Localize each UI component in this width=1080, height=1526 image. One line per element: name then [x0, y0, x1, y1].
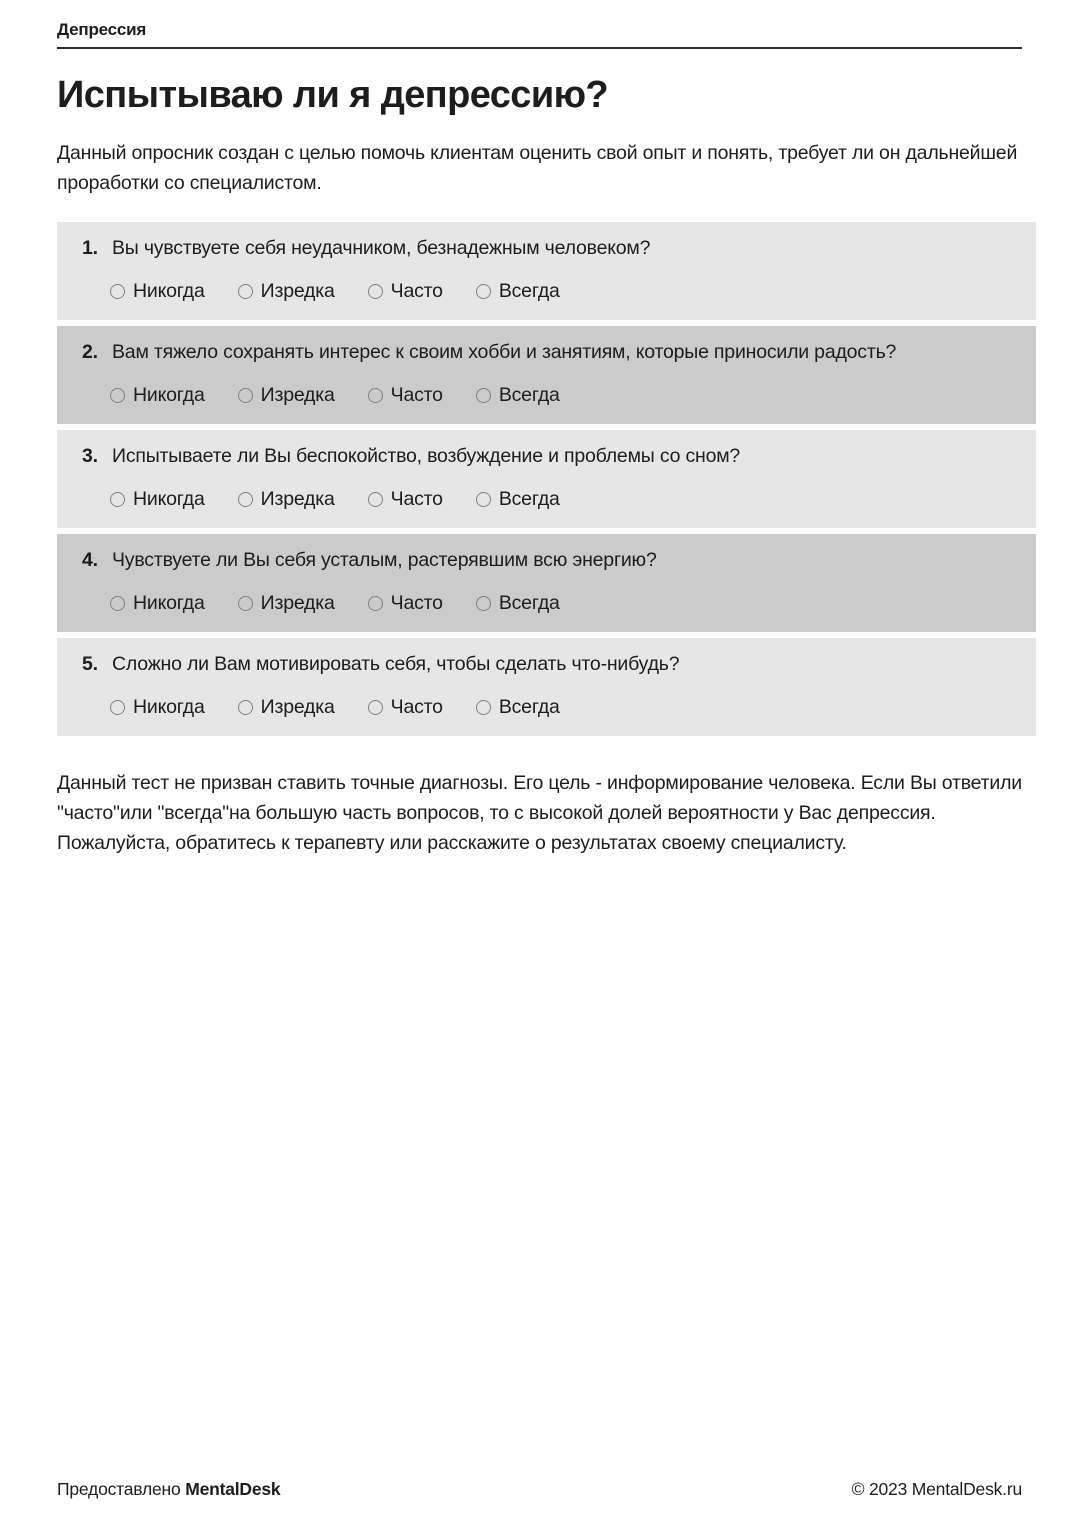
question-number: 1.	[82, 237, 98, 259]
footer-provided-by	[57, 1479, 280, 1500]
radio-icon[interactable]	[368, 284, 383, 299]
option-never[interactable]	[110, 592, 205, 615]
option-label: Изредка	[260, 592, 335, 614]
radio-icon[interactable]	[476, 596, 491, 611]
header-divider	[57, 47, 1022, 49]
radio-icon[interactable]	[238, 596, 253, 611]
questions-list	[57, 222, 1036, 736]
answer-options	[110, 384, 1016, 407]
radio-icon[interactable]	[368, 492, 383, 507]
option-often[interactable]	[368, 696, 443, 719]
answer-options	[110, 696, 1016, 719]
option-label: Никогда	[133, 488, 205, 510]
option-rarely[interactable]	[238, 488, 335, 511]
option-never[interactable]	[110, 488, 205, 511]
option-never[interactable]	[110, 280, 205, 303]
question-row	[57, 326, 1036, 424]
option-label: Изредка	[260, 488, 335, 510]
option-often[interactable]	[368, 488, 443, 511]
option-label: Часто	[390, 384, 443, 406]
question-line	[82, 340, 1016, 365]
radio-icon[interactable]	[238, 492, 253, 507]
option-never[interactable]	[110, 384, 205, 407]
option-often[interactable]	[368, 384, 443, 407]
answer-options	[110, 488, 1016, 511]
disclaimer-text: Данный тест не призван ставить точные диагнозы. Его цель - информирование человека. Если Вы ответили "часто"или "всегда"на большую часть вопросов, то с высокой долей вероятности у Вас депрессия. Пожалуйста, обратитесь к терапевту или расскажите о результатах своему специалисту.	[57, 772, 1022, 854]
question-line	[82, 444, 1016, 469]
option-label: Всегда	[498, 696, 560, 718]
option-label: Никогда	[133, 696, 205, 718]
radio-icon[interactable]	[238, 388, 253, 403]
question-text: Испытываете ли Вы беспокойство, возбуждение и проблемы со сном?	[112, 445, 741, 467]
radio-icon[interactable]	[110, 596, 125, 611]
answer-options	[110, 280, 1016, 303]
radio-icon[interactable]	[110, 388, 125, 403]
option-always[interactable]	[476, 696, 560, 719]
option-always[interactable]	[476, 280, 560, 303]
answer-options	[110, 592, 1016, 615]
option-label: Изредка	[260, 280, 335, 302]
question-text: Вам тяжело сохранять интерес к своим хобби и занятиям, которые приносили радость?	[112, 341, 897, 363]
radio-icon[interactable]	[110, 700, 125, 715]
radio-icon[interactable]	[368, 700, 383, 715]
footer-copyright: © 2023 MentalDesk.ru	[851, 1479, 1022, 1499]
radio-icon[interactable]	[238, 700, 253, 715]
option-label: Всегда	[498, 592, 560, 614]
option-label: Изредка	[260, 384, 335, 406]
option-label: Часто	[390, 488, 443, 510]
footer-provided-by-text: Предоставлено	[57, 1479, 186, 1499]
page-title: Испытываю ли я депрессию?	[57, 74, 609, 116]
question-line	[82, 548, 1016, 573]
option-label: Часто	[390, 280, 443, 302]
option-label: Всегда	[498, 384, 560, 406]
question-line	[82, 652, 1016, 677]
intro-text: Данный опросник создан с целью помочь клиентам оценить свой опыт и понять, требует ли он дальнейшей проработки со специалистом.	[57, 142, 1018, 194]
option-label: Часто	[390, 592, 443, 614]
question-row	[57, 430, 1036, 528]
option-rarely[interactable]	[238, 696, 335, 719]
option-never[interactable]	[110, 696, 205, 719]
option-always[interactable]	[476, 592, 560, 615]
question-row	[57, 534, 1036, 632]
radio-icon[interactable]	[110, 492, 125, 507]
option-rarely[interactable]	[238, 280, 335, 303]
option-often[interactable]	[368, 280, 443, 303]
option-always[interactable]	[476, 488, 560, 511]
doc-header-label: Депрессия	[57, 20, 147, 39]
option-often[interactable]	[368, 592, 443, 615]
option-rarely[interactable]	[238, 592, 335, 615]
option-label: Никогда	[133, 384, 205, 406]
question-text: Чувствуете ли Вы себя усталым, растерявшим всю энергию?	[112, 549, 657, 571]
option-always[interactable]	[476, 384, 560, 407]
option-rarely[interactable]	[238, 384, 335, 407]
question-number: 5.	[82, 653, 98, 675]
doc-header	[57, 20, 1022, 49]
option-label: Никогда	[133, 592, 205, 614]
option-label: Всегда	[498, 488, 560, 510]
radio-icon[interactable]	[368, 596, 383, 611]
page-footer	[57, 1479, 1022, 1500]
radio-icon[interactable]	[368, 388, 383, 403]
radio-icon[interactable]	[476, 388, 491, 403]
option-label: Всегда	[498, 280, 560, 302]
footer-brand: MentalDesk	[185, 1479, 281, 1499]
question-row	[57, 222, 1036, 320]
question-row	[57, 638, 1036, 736]
option-label: Изредка	[260, 696, 335, 718]
option-label: Никогда	[133, 280, 205, 302]
question-number: 4.	[82, 549, 98, 571]
question-text: Вы чувствуете себя неудачником, безнадежным человеком?	[112, 237, 651, 259]
question-text: Сложно ли Вам мотивировать себя, чтобы сделать что-нибудь?	[112, 653, 680, 675]
radio-icon[interactable]	[476, 492, 491, 507]
question-number: 3.	[82, 445, 98, 467]
question-line	[82, 236, 1016, 261]
radio-icon[interactable]	[476, 700, 491, 715]
radio-icon[interactable]	[110, 284, 125, 299]
question-number: 2.	[82, 341, 98, 363]
radio-icon[interactable]	[238, 284, 253, 299]
radio-icon[interactable]	[476, 284, 491, 299]
option-label: Часто	[390, 696, 443, 718]
